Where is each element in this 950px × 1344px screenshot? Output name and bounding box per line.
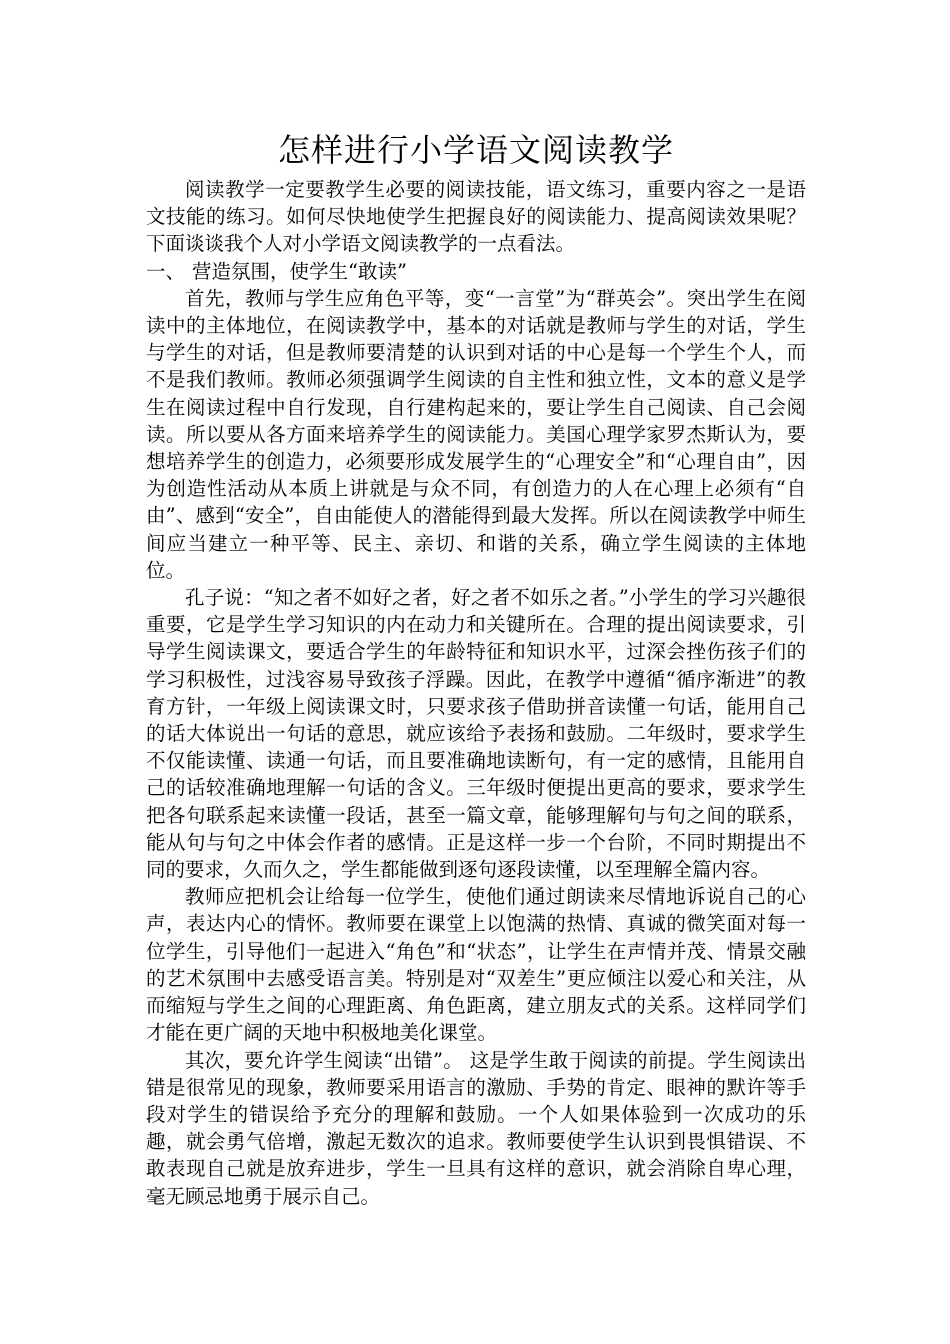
body-paragraph: 其次，要允许学生阅读“出错”。 这是学生敢于阅读的前提。学生阅读出错是很常见的现象，教师要采用语言的激励、手势的肯定、眼神的默许等手段对学生的错误给予充分的理解和鼓励。一个人如果体验到一次成功的乐趣，就会勇气倍增，激起无数次的追求。教师要使学生认识到畏惧错误、不敢表现自己就是放弃进步，学生一旦具有这样的意识，就会消除自卑心理，毫无顾忌地勇于展示自己。 [146,1048,806,1208]
body-paragraph: 教师应把机会让给每一位学生，使他们通过朗读来尽情地诉说自己的心声，表达内心的情怀。教师要在课堂上以饱满的热情、真诚的微笑面对每一位学生，引导他们一起进入“角色”和“状态”，让学生在声情并茂、情景交融的艺术氛围中去感受语言美。特别是对“双差生”更应倾注以爱心和关注，从而缩短与学生之间的心理距离、角色距离，建立朋友式的关系。这样同学们才能在更广阔的天地中积极地美化课堂。 [146,885,806,1045]
intro-paragraph: 阅读教学一定要教学生必要的阅读技能，语文练习，重要内容之一是语文技能的练习。如何尽快地使学生把握良好的阅读能力、提高阅读效果呢？下面谈谈我个人对小学语文阅读教学的一点看法。 [146,178,806,256]
section-heading-text: 营造氛围，使学生“敢读” [192,259,407,283]
section-heading [146,258,806,285]
section-number: 一、 [146,259,186,283]
document-page [146,128,806,1210]
body-paragraph: 孔子说：“知之者不如好之者，好之者不如乐之者。”小学生的学习兴趣很重要，它是学生学习知识的内在动力和关键所在。合理的提出阅读要求，引导学生阅读课文，要适合学生的年龄特征和知识水平，过深会挫伤孩子们的学习积极性，过浅容易导致孩子浮躁。因此，在教学中遵循“循序渐进”的教育方针，一年级上阅读课文时，只要求孩子借助拼音读懂一句话，能用自己的话大体说出一句话的意思，就应该给予表扬和鼓励。二年级时，要求学生不仅能读懂、读通一句话，而且要准确地读断句，有一定的感情，且能用自己的话较准确地理解一句话的含义。三年级时便提出更高的要求，要求学生把各句联系起来读懂一段话，甚至一篇文章，能够理解句与句之间的联系，能从句与句之中体会作者的感情。正是这样一步一个台阶，不同时期提出不同的要求，久而久之，学生都能做到逐句逐段读懂，以至理解全篇内容。 [146,586,806,882]
body-paragraph: 首先，教师与学生应角色平等，变“一言堂”为“群英会”。突出学生在阅读中的主体地位，在阅读教学中，基本的对话就是教师与学生的对话，学生与学生的对话，但是教师要清楚的认识到对话的中心是每一个学生个人，而不是我们教师。教师必须强调学生阅读的自主性和独立性，文本的意义是学生在阅读过程中自行发现，自行建构起来的，要让学生自己阅读、自己会阅读。所以要从各方面来培养学生的阅读能力。美国心理学家罗杰斯认为，要想培养学生的创造力，必须要形成发展学生的“心理安全”和“心理自由”，因为创造性活动从本质上讲就是与众不同，有创造力的人在心理上必须有“自由”、感到“安全”，自由能使人的潜能得到最大发挥。所以在阅读教学中师生间应当建立一种平等、民主、亲切、和谐的关系，确立学生阅读的主体地位。 [146,286,806,582]
document-title: 怎样进行小学语文阅读教学 [277,131,674,169]
